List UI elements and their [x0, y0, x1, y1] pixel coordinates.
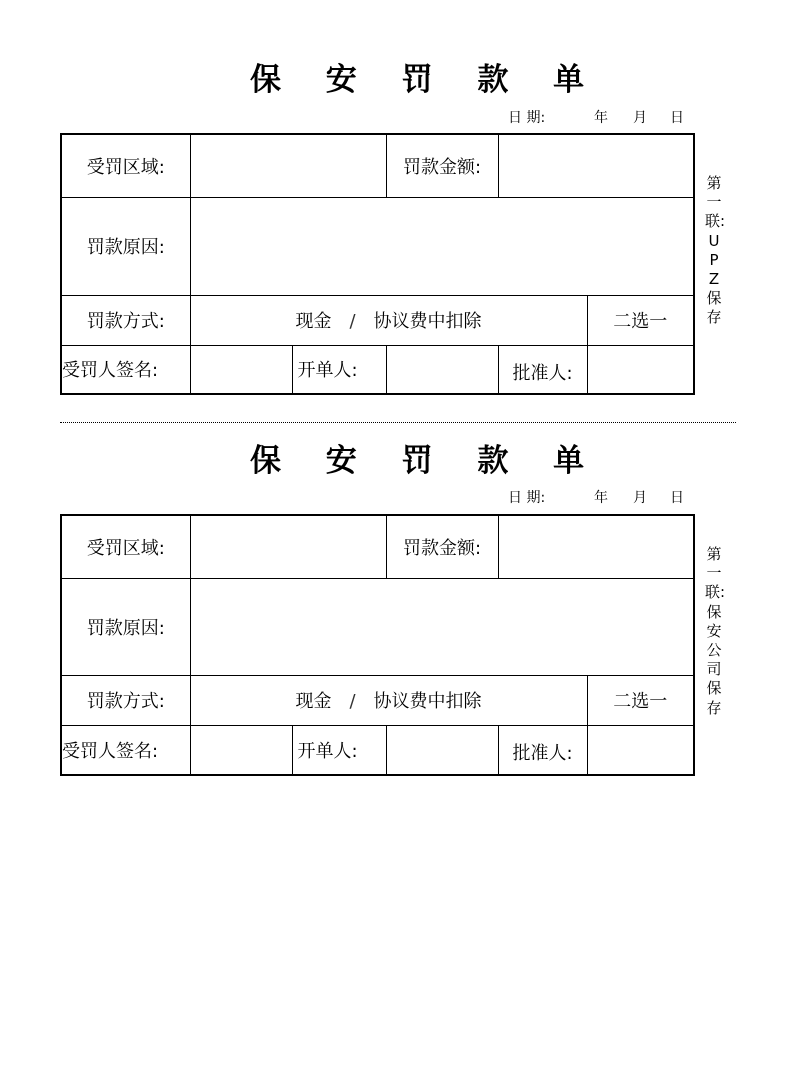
issuer-input[interactable]: [386, 345, 498, 394]
date-label: 日 期:: [508, 110, 546, 126]
date-row: [508, 488, 698, 508]
approver-input[interactable]: [587, 345, 694, 394]
signee-input[interactable]: [190, 725, 292, 775]
cut-line-divider: [60, 422, 736, 423]
approver-label: 批准人:: [498, 725, 587, 775]
date-year[interactable]: 年: [594, 110, 608, 126]
method-note: 二选一: [587, 295, 694, 345]
issuer-label: 开单人:: [292, 725, 386, 775]
method-option-deduct[interactable]: 协议费中扣除: [373, 691, 482, 712]
fine-table: [60, 514, 695, 776]
method-options: [190, 295, 587, 345]
area-input[interactable]: [190, 134, 386, 197]
area-label: 受罚区域:: [61, 515, 190, 578]
method-label: 罚款方式:: [61, 675, 190, 725]
method-options: [190, 675, 587, 725]
date-month[interactable]: 月: [633, 490, 647, 506]
date-day[interactable]: 日: [670, 110, 684, 126]
fine-table: [60, 133, 695, 395]
signee-input[interactable]: [190, 345, 292, 394]
method-separator: /: [349, 311, 356, 332]
method-option-deduct[interactable]: 协议费中扣除: [373, 311, 482, 332]
date-label: 日 期:: [508, 490, 546, 506]
date-year[interactable]: 年: [594, 490, 608, 506]
date-month[interactable]: 月: [633, 110, 647, 126]
method-separator: /: [349, 691, 356, 712]
issuer-label: 开单人:: [292, 345, 386, 394]
amount-label: 罚款金额:: [386, 134, 498, 197]
issuer-input[interactable]: [386, 725, 498, 775]
method-option-cash[interactable]: 现金: [295, 311, 332, 332]
approver-label: 批准人:: [498, 345, 587, 394]
reason-label: 罚款原因:: [61, 197, 190, 295]
reason-input[interactable]: [190, 197, 694, 295]
date-row: [508, 108, 698, 128]
copy-label: 第一联:UPZ保存: [705, 174, 726, 327]
reason-input[interactable]: [190, 578, 694, 675]
area-input[interactable]: [190, 515, 386, 578]
form-title: 保 安 罚 款 单: [250, 443, 602, 479]
approver-input[interactable]: [587, 725, 694, 775]
amount-input[interactable]: [498, 134, 694, 197]
signee-label: 受罚人签名:: [61, 345, 190, 394]
form-title: 保 安 罚 款 单: [250, 62, 602, 98]
amount-label: 罚款金额:: [386, 515, 498, 578]
date-day[interactable]: 日: [670, 490, 684, 506]
amount-input[interactable]: [498, 515, 694, 578]
copy-label: 第一联:保安公司保存: [705, 545, 726, 717]
reason-label: 罚款原因:: [61, 578, 190, 675]
signee-label: 受罚人签名:: [61, 725, 190, 775]
area-label: 受罚区域:: [61, 134, 190, 197]
method-label: 罚款方式:: [61, 295, 190, 345]
method-option-cash[interactable]: 现金: [295, 691, 332, 712]
method-note: 二选一: [587, 675, 694, 725]
